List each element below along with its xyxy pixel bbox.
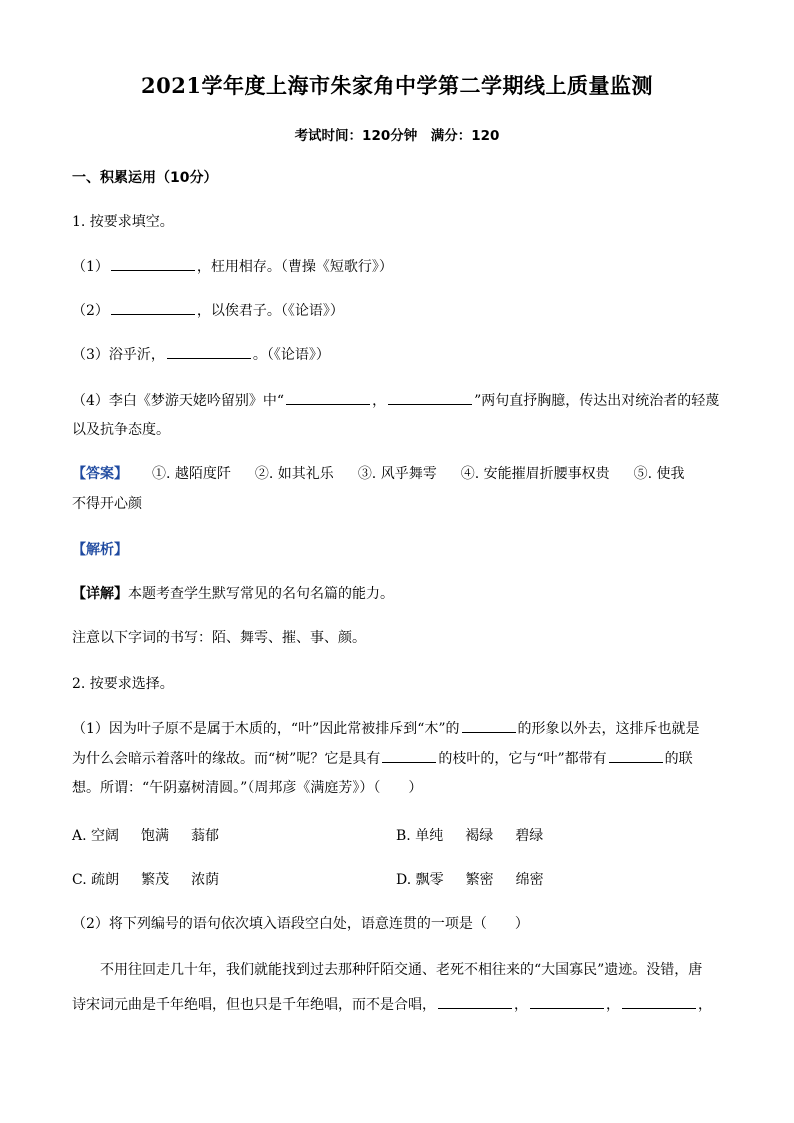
question-2-2-prompt: （2）将下列编号的语句依次填入语段空白处，语意连贯的一项是（ ） [72,916,529,932]
page-title: 2021学年度上海市朱家角中学第二学期线上质量监测 [141,73,653,98]
answer-cont: 不得开心颜 [72,496,142,512]
question-1-prompt: 1. 按要求填空。 [72,214,174,230]
question-2-1-line-1: （1）因为叶子原不是属于木质的，“叶”因此常被排斥到“木”的 的形象以外去，这排斥也就是 [72,718,732,739]
analysis-label: 【解析】 [72,542,128,558]
question-2-1-line-2: 为什么会暗示着落叶的缘故。而“树”呢？它是具有 的枝叶的，它与“叶”都带有 的联 [72,748,732,769]
answer-blank [382,748,436,763]
answer-blank [111,256,195,271]
answer-blank [286,390,370,405]
detail-row: 【详解】本题考查学生默写常见的名句名篇的能力。 [72,586,394,602]
answer-blank [167,344,251,359]
option-b[interactable]: B. 单纯 褐绿 碧绿 [396,828,544,844]
question-1-item-4: （4）李白《梦游天姥吟留别》中“ ， ”两句直抒胸臆，传达出对统治者的轻蔑 [72,390,732,411]
options-row-2 [72,870,732,890]
option-d[interactable]: D. 飘零 繁密 绵密 [396,872,544,888]
option-c[interactable]: C. 疏朗 繁茂 浓荫 [72,872,220,888]
question-2-1-line-3: 想。所谓：“午阴嘉树清圆。”（周邦彦《满庭芳》）（ ） [72,780,423,796]
detail-label: 【详解】 [72,586,128,602]
question-1-item-3: （3）浴乎沂， 。（《论语》） [72,344,732,365]
section-heading: 一、积累运用（10分） [72,170,218,186]
writing-note: 注意以下字词的书写：陌、舞雩、摧、事、颜。 [72,630,366,646]
question-1-item-4-cont: 以及抗争态度。 [72,422,170,438]
answer-blank [388,390,472,405]
answer-blank [438,994,512,1009]
answer-label: 【答案】 [72,466,128,482]
question-1-item-1: （1） ，枉用相存。（曹操《短歌行》） [72,256,732,277]
option-a[interactable]: A. 空阔 饱满 蓊郁 [72,828,220,844]
question-1-item-2: （2） ，以俟君子。（《论语》） [72,300,732,321]
exam-info: 考试时间：120分钟 满分：120 [294,128,500,144]
answer-blank [622,994,696,1009]
answer-blank [530,994,604,1009]
question-2-prompt: 2. 按要求选择。 [72,676,174,692]
answer-blank [111,300,195,315]
answer-blank [462,718,516,733]
answer-row: 【答案】 ①. 越陌度阡 ②. 如其礼乐 ③. 风乎舞雩 ④. 安能摧眉折腰事权贵 ⑤. 使我 [72,466,685,482]
passage-line-1: 不用往回走几十年，我们就能找到过去那种阡陌交通、老死不相往来的“大国寡民”遗迹。没错，唐 [100,962,703,978]
options-row-1 [72,826,732,846]
passage-line-2: 诗宋词元曲是千年绝唱，但也只是千年绝唱，而不是合唱， ， ， ， [72,994,732,1015]
answer-blank [609,748,663,763]
